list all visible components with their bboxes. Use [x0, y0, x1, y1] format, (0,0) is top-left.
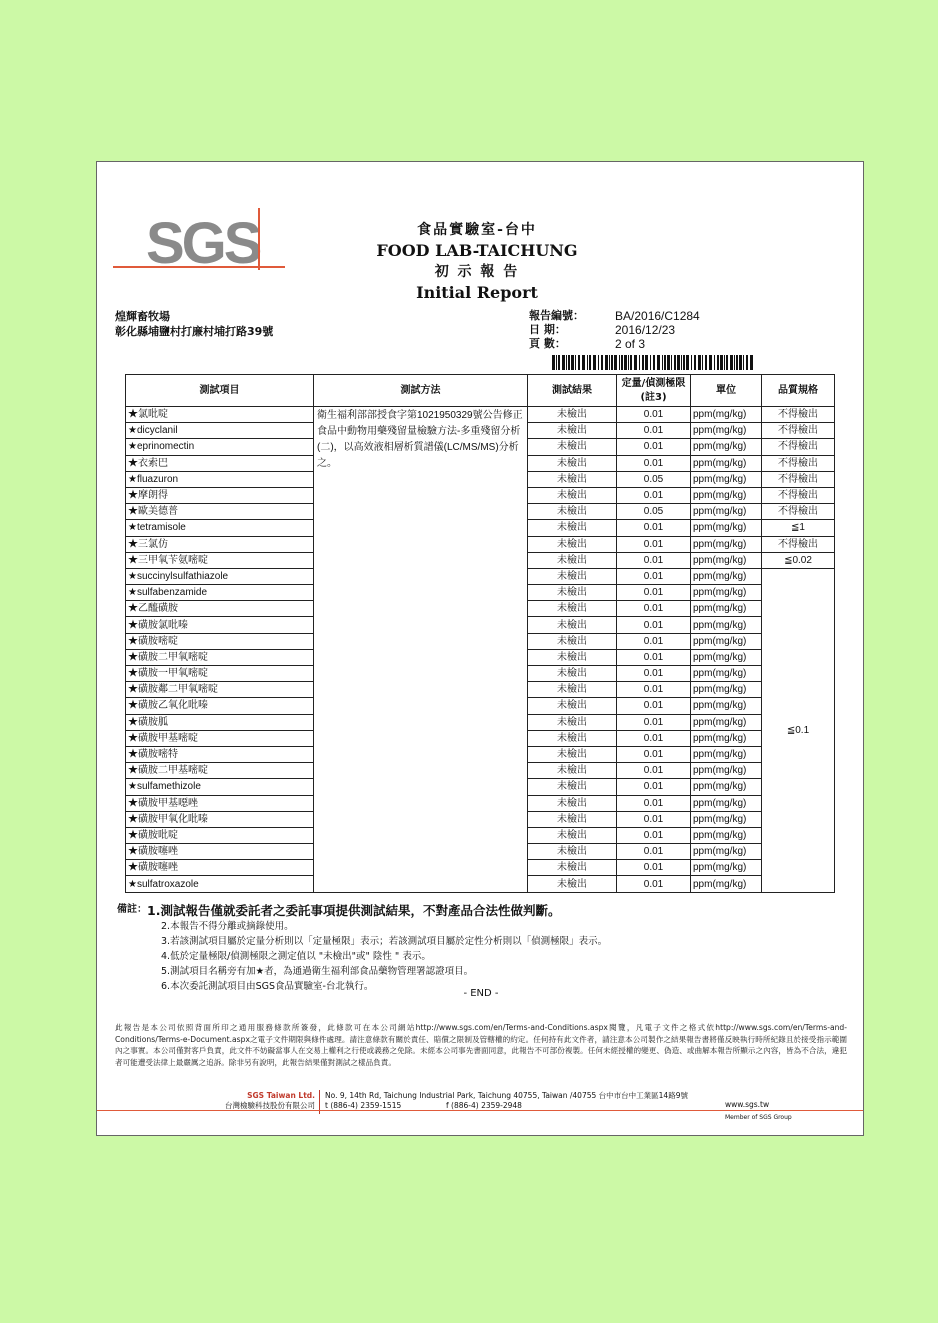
test-item-cell: ★sulfatroxazole [126, 876, 314, 892]
disclaimer-text: 此報告是本公司依照背面所印之通用服務條款所簽發，此條款可在本公司網站http://www.sgs.com/en/Terms-and-Conditions.aspx閱覽，凡電子文件之格式依http://www.sgs.com/en/Terms-and-Conditions/Terms-e-Document.aspx之電子文件期限與條件處理。請注意條款有關於責任、賠償之限制及管轄權的約定。任何持有此文件者，請注意本公司製作之結果報告書將僅反映執行時所紀錄且於接受指示範圍內之事實。本公司僅對客戶負責，此文件不妨礙當事人在交易上權利之行使或義務之免除。未經本公司事先書面同意，此報告不可部份複製。任何未經授權的變更、偽造、或曲解本報告所顯示之內容，皆為不合法，違犯者可能遭受法律上最嚴厲之追訴。除非另有說明，此報告結果僅對測試之樣品負責。 [115, 1023, 847, 1067]
col-header-limit: 定量/偵測極限(註3) [617, 375, 691, 407]
result-cell: 未檢出 [528, 504, 617, 520]
unit-cell: ppm(mg/kg) [691, 471, 762, 487]
table-header-row [126, 375, 835, 407]
footer-address: No. 9, 14th Rd, Taichung Industrial Park, Taichung 40755, Taiwan /40755 台中市台中工業區14路9號 [325, 1091, 688, 1100]
unit-cell: ppm(mg/kg) [691, 827, 762, 843]
unit-cell: ppm(mg/kg) [691, 536, 762, 552]
result-cell: 未檢出 [528, 827, 617, 843]
result-cell: 未檢出 [528, 455, 617, 471]
limit-cell: 0.05 [617, 471, 691, 487]
spec-cell: ≦1 [762, 520, 835, 536]
unit-cell: ppm(mg/kg) [691, 439, 762, 455]
test-item-cell: ★sulfamethizole [126, 779, 314, 795]
table-row [126, 407, 835, 423]
result-cell: 未檢出 [528, 811, 617, 827]
note-item: 2.本報告不得分離或摘錄使用。 [161, 921, 294, 932]
result-cell: 未檢出 [528, 714, 617, 730]
result-cell: 未檢出 [528, 633, 617, 649]
end-marker: - END - [463, 988, 499, 999]
result-cell: 未檢出 [528, 536, 617, 552]
test-item-cell: ★衣索巴 [126, 455, 314, 471]
col-header-spec: 品質規格 [762, 375, 835, 407]
footer-company-zh: 台灣檢驗科技股份有限公司 [225, 1101, 315, 1110]
limit-cell: 0.01 [617, 746, 691, 762]
footer-fax: f (886-4) 2359-2948 [446, 1101, 522, 1110]
spec-cell: 不得檢出 [762, 455, 835, 471]
spec-cell: 不得檢出 [762, 504, 835, 520]
test-item-cell: ★磺胺嘧啶 [126, 633, 314, 649]
test-item-cell: ★歐美德普 [126, 504, 314, 520]
limit-cell: 0.01 [617, 585, 691, 601]
limit-cell: 0.01 [617, 714, 691, 730]
lab-name-en: FOOD LAB-TAICHUNG [376, 241, 578, 260]
test-item-cell: ★氯吡啶 [126, 407, 314, 423]
note-item: 3.若該測試項目屬於定量分析則以「定量極限」表示；若該測試項目屬於定性分析則以「偵測極限」表示。 [161, 936, 608, 947]
unit-cell: ppm(mg/kg) [691, 455, 762, 471]
limit-cell: 0.01 [617, 649, 691, 665]
footer-web: www.sgs.tw [725, 1100, 770, 1109]
test-item-cell: ★磺胺一甲氧嘧啶 [126, 666, 314, 682]
note-item: 6.本次委託測試項目由SGS食品實驗室-台北執行。 [161, 981, 374, 992]
col-header-item: 測試項目 [126, 375, 314, 407]
result-cell: 未檢出 [528, 601, 617, 617]
report-page [96, 161, 864, 1136]
result-cell: 未檢出 [528, 439, 617, 455]
client-name: 煌輝畜牧場 [115, 310, 170, 323]
footer-member: Member of SGS Group [725, 1114, 792, 1121]
unit-cell: ppm(mg/kg) [691, 666, 762, 682]
test-item-cell: ★sulfabenzamide [126, 585, 314, 601]
spec-group-cell: ≦0.1 [762, 568, 835, 892]
spec-cell: 不得檢出 [762, 487, 835, 503]
notes-section [117, 902, 847, 994]
note-item: 5.測試項目名稱旁有加★者，為通過衛生福利部食品藥物管理署認證項目。 [161, 966, 474, 977]
result-cell: 未檢出 [528, 520, 617, 536]
unit-cell: ppm(mg/kg) [691, 552, 762, 568]
sgs-logo [113, 206, 285, 270]
limit-cell: 0.05 [617, 504, 691, 520]
result-cell: 未檢出 [528, 876, 617, 892]
limit-cell: 0.01 [617, 455, 691, 471]
unit-cell: ppm(mg/kg) [691, 698, 762, 714]
test-item-cell: ★succinylsulfathiazole [126, 568, 314, 584]
col-header-result: 測試結果 [528, 375, 617, 407]
test-item-cell: ★磺胺甲基嘧啶 [126, 730, 314, 746]
unit-cell: ppm(mg/kg) [691, 876, 762, 892]
notes-label: 備註： [117, 904, 147, 915]
limit-cell: 0.01 [617, 487, 691, 503]
limit-cell: 0.01 [617, 811, 691, 827]
result-cell: 未檢出 [528, 585, 617, 601]
report-type-zh: 初 示 報 告 [434, 264, 520, 280]
test-item-cell: ★磺胺噻唑 [126, 860, 314, 876]
test-item-cell: ★三氯仿 [126, 536, 314, 552]
result-cell: 未檢出 [528, 407, 617, 423]
test-item-cell: ★磺胺甲基噁唑 [126, 795, 314, 811]
lab-name-zh: 食品實驗室-台中 [417, 222, 537, 238]
test-item-cell: ★磺胺胍 [126, 714, 314, 730]
report-title-block [367, 220, 587, 304]
spec-cell: 不得檢出 [762, 423, 835, 439]
note-item: 1.測試報告僅就委託者之委託事項提供測試結果，不對產品合法性做判斷。 [147, 903, 561, 918]
report-meta [529, 309, 700, 351]
limit-cell: 0.01 [617, 552, 691, 568]
test-item-cell: ★乙醯磺胺 [126, 601, 314, 617]
barcode [552, 355, 757, 370]
result-cell: 未檢出 [528, 795, 617, 811]
test-item-cell: ★磺胺甲氧化吡嗪 [126, 811, 314, 827]
report-no-label: 報告編號： [529, 309, 584, 322]
result-cell: 未檢出 [528, 746, 617, 762]
limit-cell: 0.01 [617, 536, 691, 552]
test-item-cell: ★磺胺氯吡嗪 [126, 617, 314, 633]
result-cell: 未檢出 [528, 552, 617, 568]
limit-cell: 0.01 [617, 407, 691, 423]
note-item: 4.低於定量極限/偵測極限之測定值以 "未檢出"或" 陰性 " 表示。 [161, 951, 431, 962]
result-cell: 未檢出 [528, 666, 617, 682]
spec-cell: 不得檢出 [762, 471, 835, 487]
footer-phone: t (886-4) 2359-1515 [325, 1101, 402, 1110]
test-item-cell: ★磺胺鄰二甲氧嘧啶 [126, 682, 314, 698]
limit-cell: 0.01 [617, 617, 691, 633]
test-item-cell: ★磺胺吡啶 [126, 827, 314, 843]
test-item-cell: ★三甲氧苄氨嘧啶 [126, 552, 314, 568]
unit-cell: ppm(mg/kg) [691, 649, 762, 665]
result-cell: 未檢出 [528, 423, 617, 439]
unit-cell: ppm(mg/kg) [691, 504, 762, 520]
result-cell: 未檢出 [528, 730, 617, 746]
limit-cell: 0.01 [617, 730, 691, 746]
result-cell: 未檢出 [528, 682, 617, 698]
unit-cell: ppm(mg/kg) [691, 779, 762, 795]
unit-cell: ppm(mg/kg) [691, 407, 762, 423]
limit-cell: 0.01 [617, 633, 691, 649]
limit-cell: 0.01 [617, 601, 691, 617]
limit-cell: 0.01 [617, 682, 691, 698]
unit-cell: ppm(mg/kg) [691, 763, 762, 779]
limit-cell: 0.01 [617, 666, 691, 682]
limit-cell: 0.01 [617, 779, 691, 795]
pages-label: 頁 數： [529, 337, 566, 350]
result-cell: 未檢出 [528, 568, 617, 584]
test-item-cell: ★磺胺嘧特 [126, 746, 314, 762]
unit-cell: ppm(mg/kg) [691, 423, 762, 439]
test-item-cell: ★tetramisole [126, 520, 314, 536]
client-address: 彰化縣埔鹽村打廉村埔打路39號 [115, 325, 274, 338]
unit-cell: ppm(mg/kg) [691, 860, 762, 876]
unit-cell: ppm(mg/kg) [691, 585, 762, 601]
test-item-cell: ★dicyclanil [126, 423, 314, 439]
unit-cell: ppm(mg/kg) [691, 568, 762, 584]
test-item-cell: ★磺胺二甲基嘧啶 [126, 763, 314, 779]
col-header-unit: 單位 [691, 375, 762, 407]
result-cell: 未檢出 [528, 617, 617, 633]
test-item-cell: ★eprinomectin [126, 439, 314, 455]
result-cell: 未檢出 [528, 649, 617, 665]
result-cell: 未檢出 [528, 487, 617, 503]
result-cell: 未檢出 [528, 779, 617, 795]
limit-cell: 0.01 [617, 763, 691, 779]
unit-cell: ppm(mg/kg) [691, 601, 762, 617]
limit-cell: 0.01 [617, 876, 691, 892]
footer-company-en: SGS Taiwan Ltd. [247, 1091, 315, 1100]
limit-cell: 0.01 [617, 860, 691, 876]
limit-cell: 0.01 [617, 827, 691, 843]
unit-cell: ppm(mg/kg) [691, 617, 762, 633]
unit-cell: ppm(mg/kg) [691, 520, 762, 536]
date-label: 日 期： [529, 323, 566, 336]
test-item-cell: ★fluazuron [126, 471, 314, 487]
unit-cell: ppm(mg/kg) [691, 746, 762, 762]
spec-cell: 不得檢出 [762, 439, 835, 455]
limit-cell: 0.01 [617, 439, 691, 455]
report-type-en: Initial Report [416, 283, 538, 302]
spec-cell: ≦0.02 [762, 552, 835, 568]
unit-cell: ppm(mg/kg) [691, 682, 762, 698]
report-date: 2016/12/23 [615, 323, 676, 337]
limit-cell: 0.01 [617, 698, 691, 714]
footer-rule [97, 1110, 863, 1111]
limit-cell: 0.01 [617, 795, 691, 811]
limit-cell: 0.01 [617, 568, 691, 584]
result-cell: 未檢出 [528, 844, 617, 860]
results-table [125, 374, 835, 893]
page-count: 2 of 3 [615, 337, 646, 351]
unit-cell: ppm(mg/kg) [691, 730, 762, 746]
spec-cell: 不得檢出 [762, 407, 835, 423]
unit-cell: ppm(mg/kg) [691, 714, 762, 730]
col-header-method: 測試方法 [314, 375, 528, 407]
unit-cell: ppm(mg/kg) [691, 487, 762, 503]
result-cell: 未檢出 [528, 763, 617, 779]
test-item-cell: ★磺胺二甲氧嘧啶 [126, 649, 314, 665]
test-method-cell: 衛生福利部部授食字第1021950329號公告修正食品中動物用藥殘留量檢驗方法-多重殘留分析(二)，以高效液相層析質譜儀(LC/MS/MS)分析之。 [314, 407, 528, 893]
report-no: BA/2016/C1284 [615, 309, 700, 323]
unit-cell: ppm(mg/kg) [691, 633, 762, 649]
limit-cell: 0.01 [617, 423, 691, 439]
test-item-cell: ★摩朗得 [126, 487, 314, 503]
spec-cell: 不得檢出 [762, 536, 835, 552]
unit-cell: ppm(mg/kg) [691, 811, 762, 827]
result-cell: 未檢出 [528, 698, 617, 714]
limit-cell: 0.01 [617, 844, 691, 860]
test-item-cell: ★磺胺乙氧化吡嗪 [126, 698, 314, 714]
result-cell: 未檢出 [528, 860, 617, 876]
result-cell: 未檢出 [528, 471, 617, 487]
unit-cell: ppm(mg/kg) [691, 844, 762, 860]
unit-cell: ppm(mg/kg) [691, 795, 762, 811]
limit-cell: 0.01 [617, 520, 691, 536]
client-info [115, 309, 273, 339]
test-item-cell: ★磺胺噻唑 [126, 844, 314, 860]
sgs-logo-text: SGS [146, 211, 260, 270]
